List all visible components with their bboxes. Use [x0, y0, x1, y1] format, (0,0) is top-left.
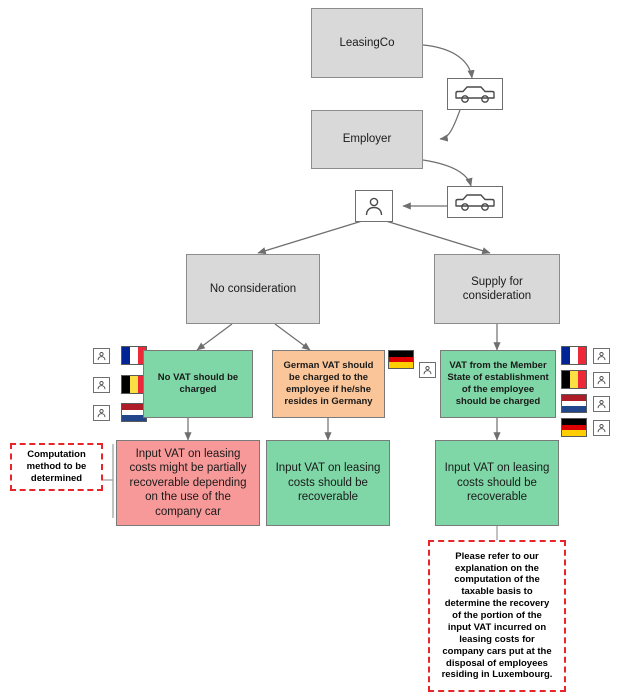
- note-luxembourg-explanation: [428, 540, 566, 692]
- node-input-vat-recoverable-right-label: Input VAT on leasing costs should be recoverable: [444, 462, 550, 504]
- person-icon-right-2: [593, 372, 610, 388]
- note-luxembourg-explanation-label: Please refer to our explanation on the computation of the taxable basis to determine the recovery of the portion of the input VAT incurred on leasing costs for company cars put at the disposal of employees residing in Luxembourg.: [441, 550, 553, 681]
- person-icon: [596, 350, 607, 362]
- person-icon-right-1: [593, 348, 610, 364]
- car-icon: [453, 83, 497, 105]
- node-input-vat-recoverable-right[interactable]: [435, 440, 559, 526]
- flag-france-right: [561, 346, 587, 365]
- node-german-vat[interactable]: [272, 350, 385, 418]
- flag-germany-right: [561, 418, 587, 437]
- node-no-consideration-label: No consideration: [209, 282, 297, 295]
- person-icon: [96, 407, 107, 419]
- person-icon-mid: [419, 362, 436, 378]
- node-leasingco[interactable]: [311, 8, 423, 78]
- person-icon-left-2: [93, 377, 110, 393]
- car-icon-second: [447, 186, 503, 218]
- node-german-vat-label: German VAT should be charged to the employee if he/she resides in Germany: [283, 360, 374, 407]
- flag-germany-mid: [388, 350, 414, 369]
- note-computation-method: [10, 443, 103, 491]
- node-member-state-vat-label: VAT from the Member State of establishment of the employee should be charged: [447, 360, 549, 407]
- flag-netherlands-right: [561, 394, 587, 413]
- person-icon-left-1: [93, 348, 110, 364]
- person-icon-right-3: [593, 396, 610, 412]
- person-icon-left-3: [93, 405, 110, 421]
- note-computation-method-label: Computation method to be determined: [26, 449, 87, 484]
- car-icon-top: [447, 78, 503, 110]
- node-employer-label: Employer: [342, 133, 392, 146]
- person-icon-right-4: [593, 420, 610, 436]
- node-leasingco-label: LeasingCo: [339, 36, 395, 49]
- node-member-state-vat[interactable]: [440, 350, 556, 418]
- node-supply-for-consideration[interactable]: [434, 254, 560, 324]
- person-icon: [362, 194, 386, 218]
- node-employer[interactable]: [311, 110, 423, 169]
- person-icon: [596, 374, 607, 386]
- person-icon: [596, 398, 607, 410]
- person-icon: [422, 364, 433, 376]
- employee-person-icon: [355, 190, 393, 222]
- node-input-vat-partial[interactable]: [116, 440, 260, 526]
- node-input-vat-recoverable-mid[interactable]: [266, 440, 390, 526]
- person-icon: [96, 350, 107, 362]
- node-input-vat-recoverable-mid-label: Input VAT on leasing costs should be recoverable: [275, 462, 381, 504]
- node-supply-for-consideration-label: Supply for consideration: [462, 275, 532, 302]
- node-no-consideration[interactable]: [186, 254, 320, 324]
- person-icon: [596, 422, 607, 434]
- node-no-vat-charged-label: No VAT should be charged: [157, 372, 239, 395]
- car-icon: [453, 191, 497, 213]
- node-input-vat-partial-label: Input VAT on leasing costs might be partially recoverable depending on the use of the company car: [129, 448, 247, 518]
- node-no-vat-charged[interactable]: [143, 350, 253, 418]
- flag-belgium-right: [561, 370, 587, 389]
- person-icon: [96, 379, 107, 391]
